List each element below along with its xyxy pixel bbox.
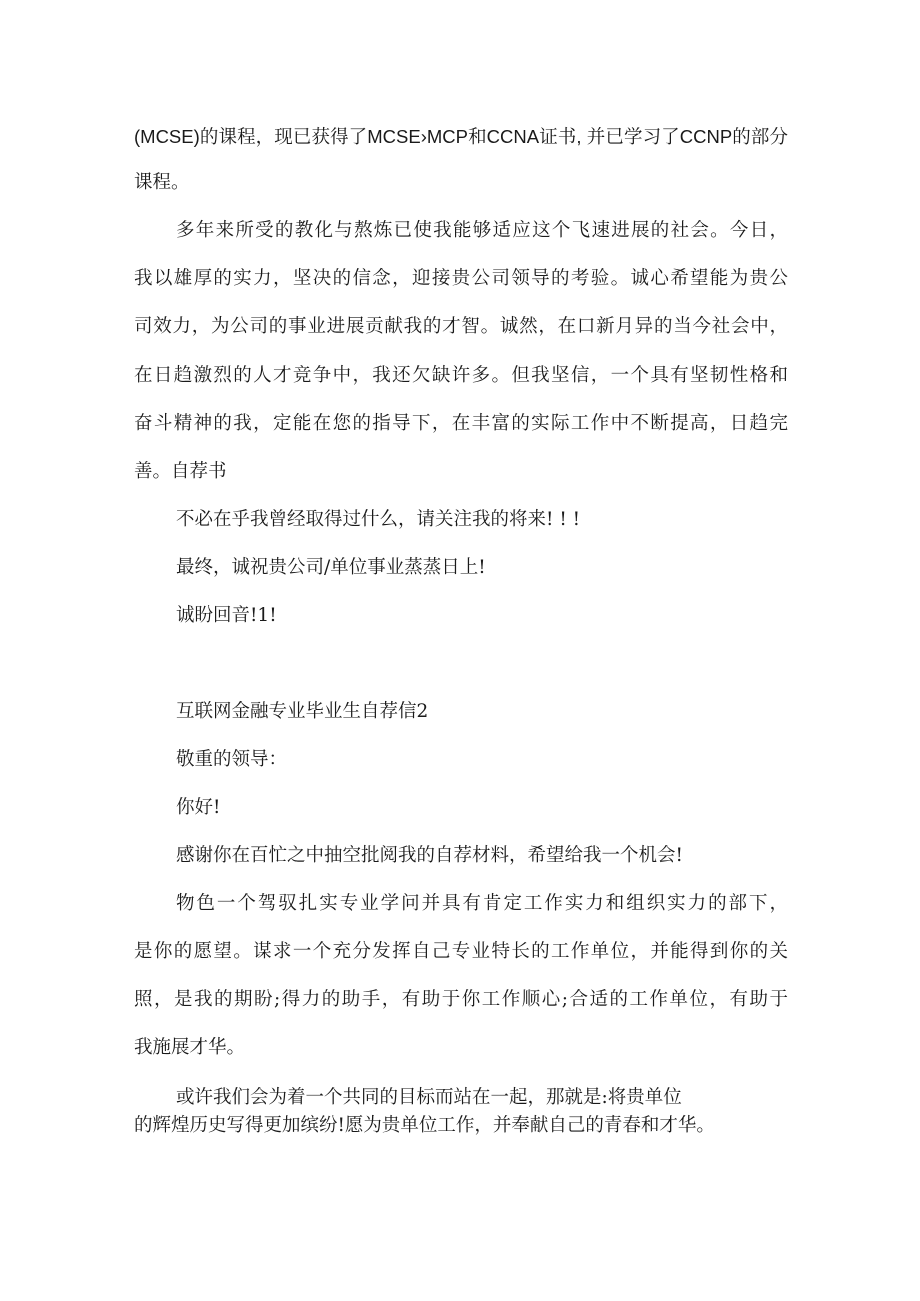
paragraph-4: 最终，诚祝贵公司/单位事业蒸蒸日上! [176,557,486,578]
paragraph-7-line-1: 物色一个驾驭扎实专业学问并具有肯定工作实力和组织实力的部下， [176,893,788,914]
paragraph-2-line-2: 我以雄厚的实力，坚决的信念，迎接贵公司领导的考验。诚心希望能为贵公 [134,268,788,289]
paragraph-6: 感谢你在百忙之中抽空批阅我的自荐材料，希望给我一个机会! [176,845,683,866]
salutation: 敬重的领导： [176,749,288,770]
paragraph-2-line-6: 善。自荐书 [134,461,227,482]
paragraph-7-line-2: 是你的愿望。谋求一个充分发挥自己专业特长的工作单位，并能得到你的关 [134,941,788,962]
paragraph-2-line-3: 司效力，为公司的事业进展贡献我的才智。诚然，在口新月异的当今社会中， [134,316,788,337]
paragraph-1-line-1: (MCSE)的课程，现已获得了MCSE›MCP和CCNA证书, 并已学习了CCNP的部分 [134,126,788,147]
paragraph-1-line-2: 课程。 [134,172,190,193]
paragraph-7-line-3: 照，是我的期盼;得力的助手，有助于你工作顺心;合适的工作单位，有助于 [134,989,788,1010]
section-title: 互联网金融专业毕业生自荐信2 [176,701,429,722]
paragraph-8-line-1: 或许我们会为着一个共同的目标而站在一起，那就是:将贵单位 [176,1087,682,1108]
paragraph-7-line-4: 我施展才华。 [134,1037,246,1058]
greeting: 你好! [176,797,221,818]
paragraph-5: 诚盼回音!1! [176,605,277,626]
paragraph-2-line-1: 多年来所受的教化与熬炼已使我能够适应这个飞速进展的社会。今日， [176,220,788,241]
paragraph-8-line-2: 的辉煌历史写得更加缤纷!愿为贵单位工作，并奉献自己的青春和才华。 [134,1115,715,1136]
paragraph-2-line-4: 在日趋激烈的人才竞争中，我还欠缺许多。但我坚信，一个具有坚韧性格和 [134,365,788,386]
paragraph-3: 不必在乎我曾经取得过什么，请关注我的将来! ! ! [176,509,581,530]
paragraph-2-line-5: 奋斗精神的我，定能在您的指导下，在丰富的实际工作中不断提高，日趋完 [134,413,788,434]
